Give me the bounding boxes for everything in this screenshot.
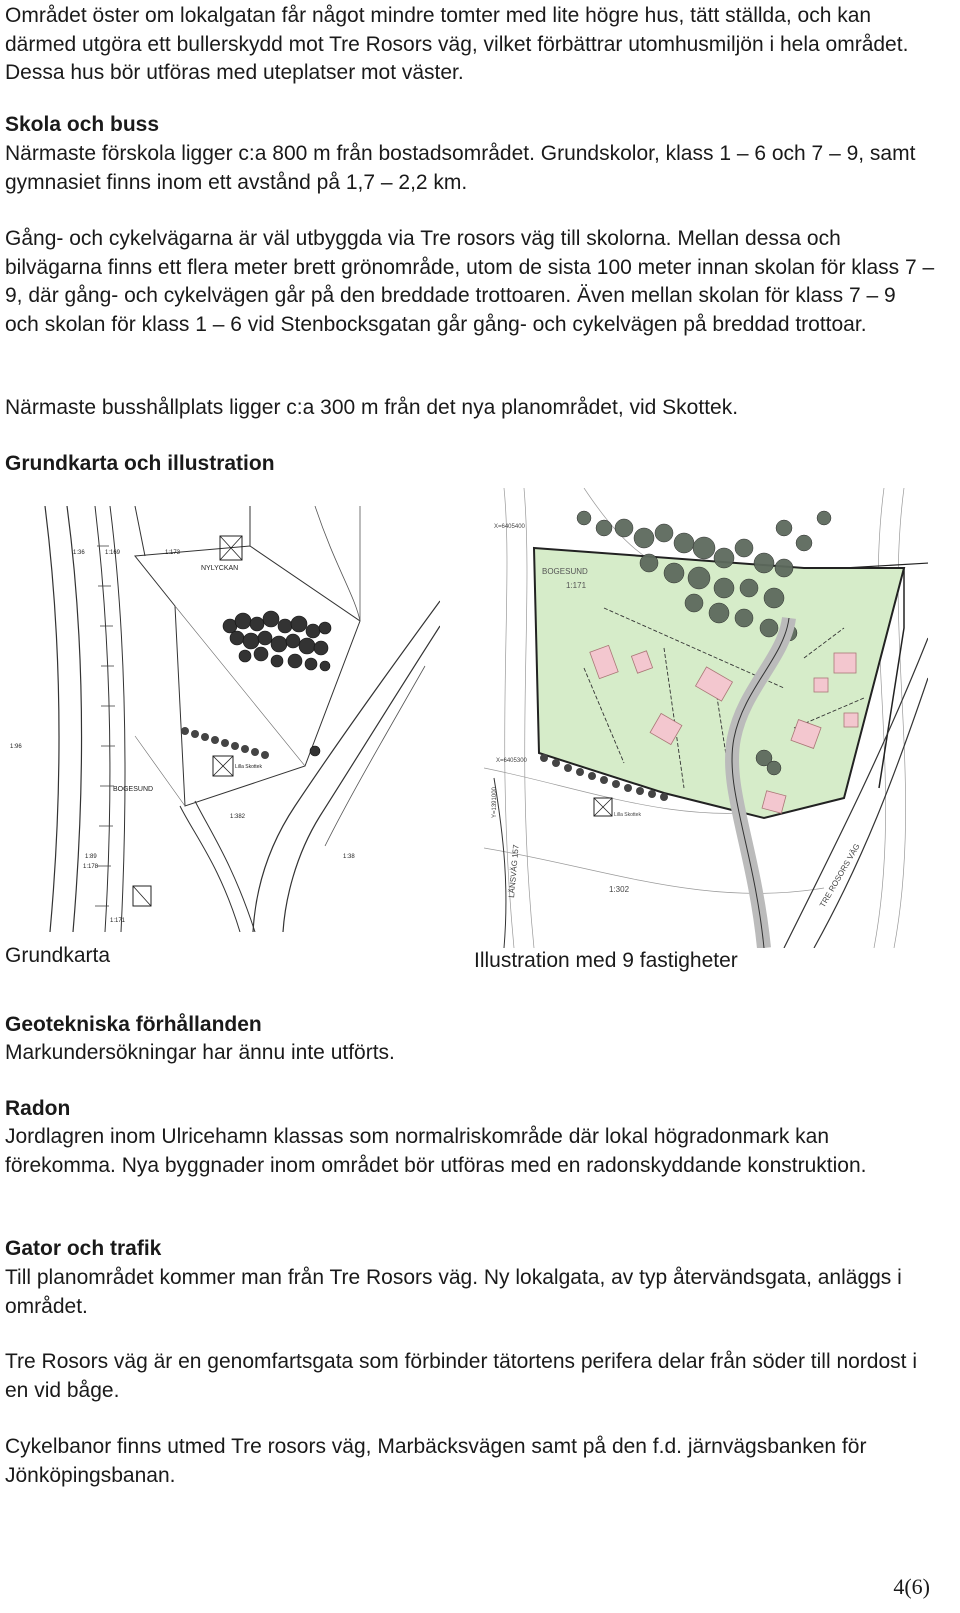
illus-label-x2: X=6405300 xyxy=(496,758,527,764)
traffic-paragraph-3: Cykelbanor finns utmed Tre rosors väg, Marbäcksvägen samt på den f.d. järnvägsbanken för Jönköpingsbanan. xyxy=(5,1435,867,1487)
illus-label-tre-rosors-vag: TRE ROSORS VÄG xyxy=(817,842,862,909)
map-label-1-36: 1:36 xyxy=(73,550,85,556)
radon-heading: Radon xyxy=(5,1097,71,1120)
maps-heading: Grundkarta och illustration xyxy=(5,452,275,475)
school-paragraph-3: Närmaste busshållplats ligger c:a 300 m från det nya planområdet, vid Skottek. xyxy=(5,396,739,419)
grundkarta-caption: Grundkarta xyxy=(5,944,111,967)
school-paragraph-1: Närmaste förskola ligger c:a 800 m från bostadsområdet. Grundskolor, klass 1 – 6 och 7 – 9, samt gymnasiet finns inom ett avstånd på 1,7 – 2,2 km. xyxy=(5,142,916,194)
map-label-1-173: 1:173 xyxy=(165,550,181,556)
page-number: 4(6) xyxy=(893,1574,930,1599)
illus-label-1-171: 1:171 xyxy=(566,581,587,590)
school-heading: Skola och buss xyxy=(5,113,160,136)
grundkarta-map xyxy=(5,506,440,932)
radon-paragraph: Jordlagren inom Ulricehamn klassas som normalriskområde där lokal högradonmark kan förekomma. Nya byggnader inom området bör utföras med en radonskyddande konstruktion. xyxy=(5,1125,867,1177)
traffic-heading: Gator och trafik xyxy=(5,1237,162,1260)
traffic-paragraph-2: Tre Rosors väg är en genomfartsgata som förbinder tätortens perifera delar från söder till nordost i en vid båge. xyxy=(5,1350,917,1402)
illus-label-lilla-skottek: Lilla Skottek xyxy=(614,812,641,818)
illustration-map xyxy=(484,488,928,948)
map-label-1-89: 1:89 xyxy=(85,854,97,860)
illus-label-x1: X=6405400 xyxy=(494,524,525,530)
map-label-1-38: 1:38 xyxy=(343,854,355,860)
map-label-bogesund: BOGESUND xyxy=(113,786,154,793)
map-label-1-96: 1:96 xyxy=(10,744,22,750)
geo-paragraph: Markundersökningar har ännu inte utförts. xyxy=(5,1041,395,1064)
illus-label-bogesund: BOGESUND xyxy=(542,567,588,576)
map-label-lilla-skottek: Lilla Skottek xyxy=(235,764,262,770)
map-label-1-169: 1:169 xyxy=(105,550,121,556)
map-label-1-178: 1:178 xyxy=(83,864,99,870)
illus-label-y1: Y=1391000 xyxy=(492,787,498,818)
school-paragraph-2: Gång- och cykelvägarna är väl utbyggda via Tre rosors väg till skolorna. Mellan dessa och bilvägarna finns ett flera meter brett grönområde, utom de sista 100 meter innan skolan för klass 7 – 9, där gång- och cykelvägen går på den breddade trottoaren. Även mellan skolan för klass 7 – 9 och skolan för klass 1 – 6 vid Stenbocksgatan går gång- och cykelvägen på breddad trottoar. xyxy=(5,227,935,336)
illus-label-1-302: 1:302 xyxy=(609,885,630,894)
geo-heading: Geotekniska förhållanden xyxy=(5,1013,262,1036)
illus-label-lansvag: LÄNSVÄG 157 xyxy=(507,844,521,899)
map-label-1-171: 1:171 xyxy=(110,918,126,924)
illustration-caption: Illustration med 9 fastigheter xyxy=(474,949,738,972)
map-label-nylyckan: NYLYCKAN xyxy=(201,565,239,572)
map-label-1-382: 1:382 xyxy=(230,814,246,820)
intro-paragraph: Området öster om lokalgatan får något mindre tomter med lite högre hus, tätt ställda, och kan därmed utgöra ett bullerskydd mot Tre Rosors väg, vilket förbättrar utomhusmiljön i hela området. Dessa hus bör utföras med uteplatser mot väster. xyxy=(5,4,909,84)
traffic-paragraph-1: Till planområdet kommer man från Tre Rosors väg. Ny lokalgata, av typ återvändsgata, anläggs i området. xyxy=(5,1266,902,1318)
